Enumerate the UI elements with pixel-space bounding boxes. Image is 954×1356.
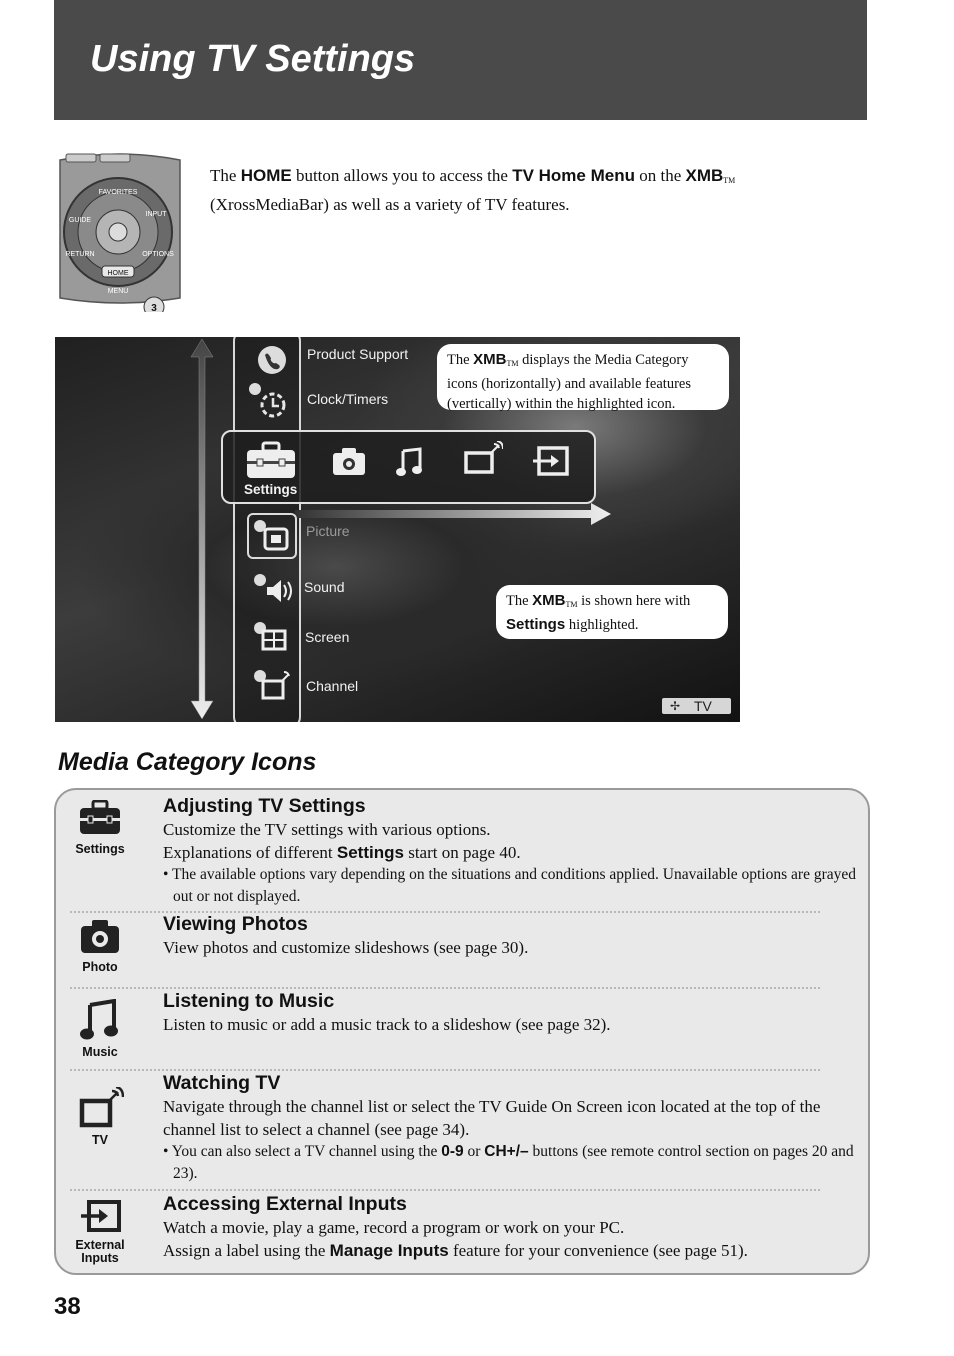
- xmb-keyword: XMB: [685, 166, 724, 185]
- screen-icon[interactable]: [251, 619, 291, 653]
- remote-label-options: OPTIONS: [142, 251, 174, 258]
- picture-icon[interactable]: [251, 517, 293, 555]
- remote-label-input: INPUT: [145, 211, 167, 218]
- photo-icon-label: Photo: [82, 960, 118, 974]
- music-note-icon[interactable]: [396, 447, 424, 477]
- music-note-icon: [80, 999, 120, 1041]
- row-separator: [70, 1189, 820, 1191]
- intro-paragraph: The HOME button allows you to access the TV Home Menu on the XMBTM (XrossMediaBar) as well as a variety of TV features.: [210, 166, 736, 214]
- music-heading: Listening to Music: [163, 990, 335, 1012]
- external-heading: Accessing External Inputs: [163, 1193, 407, 1215]
- photo-heading: Viewing Photos: [163, 913, 308, 935]
- xmb-item-sound[interactable]: Sound: [304, 579, 345, 595]
- channel-icon[interactable]: [251, 667, 295, 701]
- photo-camera-icon: [79, 918, 121, 954]
- xmb-callout-settings: The XMBTM is shown here with Settings highlighted.: [496, 585, 728, 639]
- remote-label-return: RETURN: [65, 251, 95, 258]
- tv-icon: [76, 1087, 124, 1131]
- home-keyword: HOME: [240, 166, 292, 185]
- settings-toolbox-icon: [78, 800, 122, 836]
- external-icon-label-2: Inputs: [81, 1251, 119, 1265]
- settings-line1: Customize the TV settings with various options.: [163, 820, 491, 839]
- tv-note: • You can also select a TV channel using the 0-9 or CH+/– buttons (see remote control section on pages 20 and 23).: [163, 1143, 854, 1182]
- product-support-icon[interactable]: [255, 343, 289, 377]
- tv-icon[interactable]: [463, 441, 503, 475]
- page-header: [54, 0, 867, 120]
- xmb-item-screen[interactable]: Screen: [305, 629, 350, 645]
- remote-label-menu: MENU: [107, 288, 129, 295]
- xmb-item-product-support[interactable]: Product Support: [307, 346, 409, 362]
- tv-line1: Navigate through the channel list or select the TV Guide On Screen icon located at the top of the channel list to select a channel (see page 34).: [163, 1097, 821, 1139]
- remote-label-home: HOME: [107, 270, 129, 277]
- settings-heading: Adjusting TV Settings: [163, 795, 366, 817]
- tv-heading: Watching TV: [163, 1072, 281, 1094]
- xmb-item-picture[interactable]: Picture: [306, 523, 350, 539]
- external-line2: Assign a label using the Manage Inputs feature for your convenience (see page 51).: [163, 1241, 748, 1260]
- media-category-table: [54, 788, 870, 1275]
- external-icon-label-1: External: [75, 1238, 125, 1252]
- external-line1: Watch a movie, play a game, record a program or work on your PC.: [163, 1218, 625, 1237]
- sound-icon[interactable]: [251, 571, 295, 605]
- remote-label-3: 3: [151, 303, 157, 312]
- music-line1: Listen to music or add a music track to a slideshow (see page 32).: [163, 1015, 611, 1034]
- remote-control-illustration: [56, 152, 184, 312]
- remote-label-guide: GUIDE: [68, 217, 92, 224]
- photo-camera-icon[interactable]: [332, 447, 366, 477]
- tv-home-menu-keyword: TV Home Menu: [512, 166, 635, 185]
- media-category-title: Media Category Icons: [58, 748, 317, 776]
- settings-line2: Explanations of different Settings start on page 40.: [163, 843, 521, 862]
- tv-icon-label: TV: [92, 1133, 108, 1147]
- settings-toolbox-icon[interactable]: [245, 441, 297, 481]
- photo-line1: View photos and customize slideshows (see page 30).: [163, 938, 529, 957]
- music-icon-label: Music: [82, 1045, 118, 1059]
- xmb-screenshot: [55, 337, 740, 722]
- xmb-category-settings-label[interactable]: Settings: [244, 482, 298, 497]
- antenna-icon: ✢: [670, 699, 681, 713]
- page-title: Using TV Settings: [90, 38, 416, 80]
- tv-input-badge: ✢ TV: [662, 698, 731, 714]
- vertical-double-arrow-icon: [189, 339, 215, 719]
- settings-icon-label: Settings: [75, 842, 125, 856]
- settings-note: • The available options vary depending on the situations and conditions applied. Unavailable options are grayed out or not displayed.: [163, 866, 856, 905]
- clock-timers-icon[interactable]: [247, 381, 291, 421]
- external-inputs-icon: [77, 1198, 123, 1234]
- horizontal-arrow-icon: [295, 503, 611, 525]
- remote-label-favorites: FAVORITES: [98, 189, 138, 196]
- xmb-item-channel[interactable]: Channel: [306, 678, 359, 694]
- external-inputs-icon[interactable]: [531, 445, 571, 477]
- xmb-item-clock-timers[interactable]: Clock/Timers: [307, 391, 389, 407]
- page-number: 38: [54, 1293, 81, 1320]
- xmb-callout-description: The XMBTM displays the Media Category icons (horizontally) and available features (vertically) within the highlighted icon.: [437, 344, 729, 410]
